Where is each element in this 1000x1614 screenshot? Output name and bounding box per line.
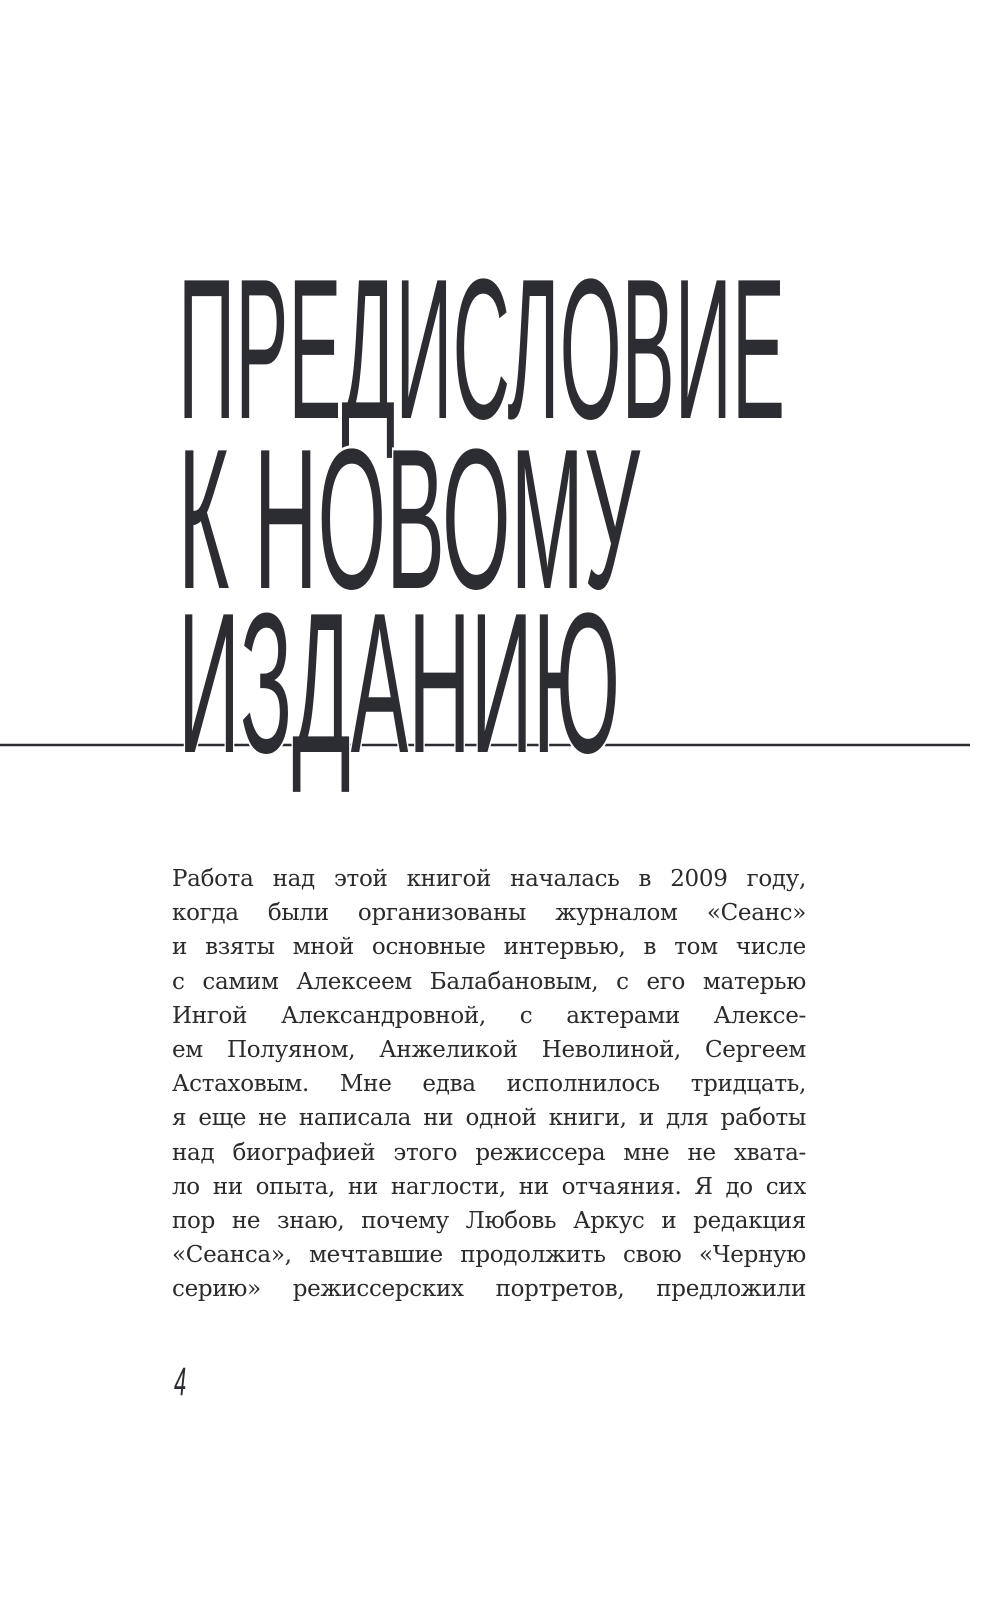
text-line: с самим Алексеем Балабановым, с его матерью — [172, 968, 806, 995]
text-line: я еще не написала ни одной книги, и для работы — [172, 1105, 806, 1132]
page-number: 4 — [174, 1360, 187, 1404]
heading-line-3: ИЗДАНИЮ — [178, 572, 620, 795]
text-line: когда были организованы журналом «Сеанс» — [172, 900, 806, 927]
text-line: Астаховым. Мне едва исполнилось тридцать, — [172, 1071, 806, 1098]
text-line: Работа над этой книгой началась в 2009 году, — [172, 866, 806, 892]
heading-line-1: ПРЕДИСЛОВИЕ — [178, 238, 785, 461]
text-line: пор не знаю, почему Любовь Аркус и редакция — [172, 1207, 806, 1234]
text-line: ло ни опыта, ни наглости, ни отчаяния. Я до сих — [172, 1173, 806, 1200]
text-line: Ингой Александровной, с актерами Алексе- — [172, 1002, 806, 1029]
text-line: над биографией этого режиссера мне не хвата- — [172, 1139, 806, 1166]
text-line: серию» режиссерских портретов, предложили — [172, 1276, 806, 1303]
text-line: и взяты мной основные интервью, в том числе — [172, 934, 806, 961]
text-line: «Сеанса», мечтавшие продолжить свою «Черную — [172, 1242, 806, 1269]
text-line: ем Полуяном, Анжеликой Неволиной, Сергеем — [172, 1036, 806, 1063]
chapter-heading — [0, 0, 1000, 800]
body-paragraph — [172, 862, 806, 1306]
heading-line-2: К НОВОМУ — [178, 408, 641, 631]
